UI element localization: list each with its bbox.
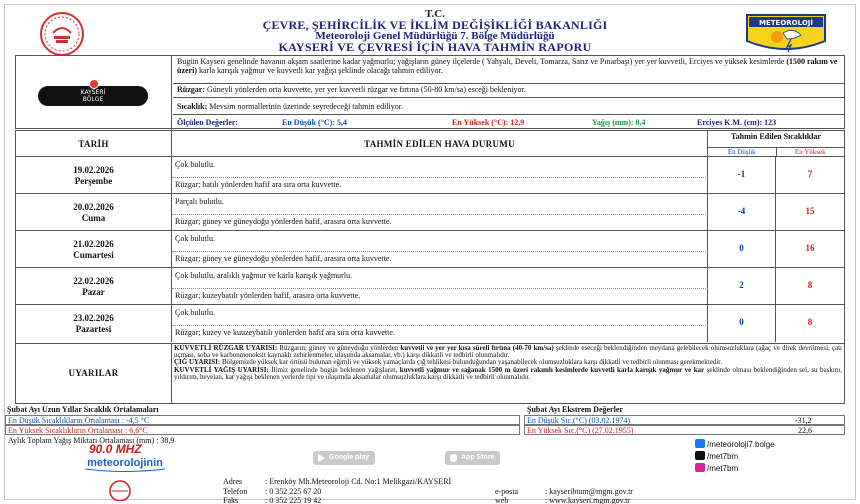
climate-right-min-value: -31,2 [795,416,812,425]
fax-row [205,496,825,504]
forecast-date [16,157,172,194]
forecast-max-temp: 7 [807,169,813,179]
forecast-description [172,157,708,194]
report-title: KAYSERİ VE ÇEVRESİ İÇİN HAVA TAHMİN RAPORU [278,40,592,54]
forecast-min-temp: -4 [708,194,776,231]
column-header-date [16,131,172,157]
app-store-button[interactable] [445,451,500,465]
google-play-icon [318,454,325,462]
summary-temp-text: Mevsim normallerinin üzerinde seyredeceği tahmin ediliyor. [207,102,403,111]
forecast-wind: Rüzgar; güney ve güneydoğu yönlerden hafif, arasıra orta kuvvette. [172,251,708,268]
climate-right-max-value: 22,6 [798,426,812,435]
forecast-date [16,231,172,268]
meteoroloji-logo [743,11,829,55]
warnings-block [15,344,845,404]
wind-warning-rest: şeklinde eseceği beklendiğinden meydana gelebilecek olumsuzluklara (ağaç ve direk devrilmesi, çatı uçması, soba ve karbonmonoksit kaynaklı zehirlenmeler, ulaşımda aksamalar, vb.) karşı dikkatli ve tedbirli olunmalıdır. [174,344,842,360]
summary-wind [173,84,845,98]
measured-min: En Düşük (°C): 5,4 [282,118,347,127]
web-value[interactable]: : www.kayseri.mgm.gov.tr [545,496,630,504]
rain-warning-rest: şeklinde olması beklendiğinden sel, su baskını, yıldırım, heyelan, kar yağışı beklenen yerlerde tipi ve ulaşımda aksamalar olumsuzluklara karşı dikkatli ve tedbirli olunmalıdır. [174,365,842,381]
measured-label: Ölçülen Değerler: [177,118,239,127]
email-label: e-posta [495,486,519,496]
forecast-weather: Çok bulutlu. [175,160,216,169]
address-label: Adres [223,477,243,486]
column-header-description-label: TAHMİN EDİLEN HAVA DURUMU [364,139,515,149]
forecast-day-name: Cumartesi [73,250,114,260]
forecast-description [172,268,708,305]
forecast-row [16,231,844,268]
region-badge [38,86,148,106]
ministry-logo [39,11,85,57]
x-link[interactable] [695,451,845,462]
summary-temp-label: Sıcaklık: [177,102,208,111]
forecast-weather: Çok bulutlu, aralıklı yağmur ve karla karışık yağmurlu. [175,271,353,280]
forecast-day-name: Cuma [81,213,106,223]
apple-icon [450,454,457,462]
brand-text: meteorolojinin [87,457,163,469]
summary-temperature [173,98,845,115]
temp-subheaders [708,147,844,156]
warnings-label: UYARILAR [16,344,172,404]
summary-general [173,56,845,84]
app-store-label: App Store [461,454,495,461]
email-value[interactable]: : kayseribtum@mgm.gov.tr [545,486,633,496]
rain-warning [174,367,842,381]
measured-values [173,115,845,129]
wind-warning-title: KUVVETLİ RÜZGAR UYARISI: [174,344,278,352]
forecast-description [172,194,708,231]
facebook-handle: /meteoroloji7.bolge [707,440,775,449]
forecast-date-value: 21.02.2026 [73,239,114,249]
forecast-max-temp: 15 [805,206,815,216]
instagram-icon [695,463,705,472]
forecast-row [16,268,844,305]
forecast-weather: Çok bulutlu. [175,234,216,243]
measured-max: En Yüksek (°C): 12,9 [452,118,525,127]
x-handle: /met7bm [707,452,739,461]
facebook-icon [695,439,705,448]
google-play-button[interactable] [313,451,375,465]
measured-rain: Yağış (mm): 0,4 [592,118,646,127]
forecast-date-value: 19.02.2026 [73,165,114,175]
forecast-min-temp: -1 [708,157,776,194]
address-value: : Erenköy Mh.Meteoroloji Cd. No:1 Melikgazi/KAYSERİ [265,477,452,486]
region-badge-top: KAYSERİ [80,89,106,96]
forecast-day-name: Pazar [82,287,105,297]
column-header-max: En Yüksek [777,147,845,156]
summary-wind-text: Güneyli yönlerden orta kuvvette, yer yer kuvvetli rüzgar ve fırtına (50-80 km/sa) esceği bekleniyor. [205,85,526,94]
forecast-row [16,157,844,194]
summary-wind-label: Rüzgar: [177,85,205,94]
column-header-temperatures [708,131,844,157]
forecast-day-name: Pazartesi [75,324,112,334]
region-badge-cell [16,56,172,130]
forecast-weather: Parçalı bulutlu. [175,197,224,206]
wind-warning-text: Rüzgarın; güney ve güneydoğu yönlerden [277,344,401,352]
header-tc: T.C. [425,8,445,20]
phone-row [205,487,825,497]
forecast-date [16,194,172,231]
forecast-date-value: 20.02.2026 [73,202,114,212]
column-header-date-label: TARİH [78,139,109,149]
wind-warning-bold: kuvvetli ve yer yer kısa süreli fırtına (40-70 km/sa) [400,344,554,352]
report-page [4,4,856,504]
phone-label: Telefon [223,486,248,496]
region-badge-bottom: BÖLGE [82,96,104,103]
measured-snow: Erciyes K.M. (cm): 123 [697,118,777,127]
climate-right-min: En Düşük Sıc.(°C) (03.02.1974) [527,416,631,425]
forecast-min-temp: 0 [708,305,776,342]
fax-value: : 0 352 225 19 42 [265,496,322,504]
column-header-description [172,131,708,157]
phone-value: : 0 352 225 67 20 [265,486,322,496]
forecast-date-value: 23.02.2026 [73,313,114,323]
avalanche-warning-title: ÇIĞ UYARISI: [174,358,221,367]
header-directorate: Meteoroloji Genel Müdürlüğü 7. Bölge Müdürlüğü [315,30,555,42]
instagram-link[interactable] [695,463,845,474]
web-label: web [495,496,509,504]
warnings-text [174,345,842,381]
google-play-label: Google play [329,454,370,461]
summary-general-bold: (1500 rakım ve üzeri) [177,57,838,75]
forecast-min-temp: 2 [708,268,776,305]
facebook-link[interactable] [695,439,845,450]
address-row [205,477,825,487]
forecast-max-temp: 8 [807,280,813,290]
forecast-row [16,194,844,231]
summary-block [15,55,845,129]
climate-left-min: En Düşük Sıcaklıkların Ortalaması : -4,5 °C [8,416,150,425]
rain-warning-title: KUVVETLİ YAĞIŞ UYARISI: [174,365,269,374]
column-header-temp-title: Tahmin Edilen Sıcaklıklar [731,132,821,141]
rain-warning-bold: kuvvetli yağmur ve sağanak 1500 m üzeri rakımlı kesimlerde kuvvetli karla karışık yağmur ve kar [399,365,705,374]
climate-left-header: Şubat Ayı Uzun Yıllar Sıcaklık Ortalamaları [7,405,159,414]
radio-frequency: 90.0 MHZ [89,442,142,456]
meteorolojinin-brand-logo [65,454,185,474]
forecast-wind: Rüzgar; kuzeybatılı yönlerden hafif, arasıra orta kuvvette. [172,288,708,305]
forecast-date-value: 22.02.2026 [73,276,114,286]
meteoroloji-logo-text: METEOROLOJİ [759,19,813,27]
forecast-table [15,130,845,344]
instagram-handle: /met7bm [707,464,739,473]
report-header [5,5,855,57]
forecast-weather: Çok bulutlu. [175,308,216,317]
summary-general-text-end: karla karışık yağmur ve kuvvetli kar yağışı şeklinde olacağı tahmin ediliyor. [197,66,443,75]
climate-right-header: Şubat Ayı Ekstrem Değerler [527,405,623,414]
avalanche-warning-text: Bölgemizde yüksek kar örtüsü bulunan eğimli ve yüksek yamaçlarda çığ tehlikesi bulunduğundan yaşanabilecek olumsuzluklara karşı dikkatli ve tedbirli olunması gerekmektedir. [220,358,722,367]
forecast-description [172,231,708,268]
region-badge-icon [89,79,99,89]
forecast-row [16,305,844,342]
quality-seal [75,477,165,501]
forecast-wind: Rüzgar; güney ve güneydoğu yönlerden hafif, arasıra orta kuvvette. [172,214,708,231]
fax-label: Faks [223,496,239,504]
rain-warning-text: İlimiz genelinde bugün beklenen yağışların, [268,365,400,374]
x-icon [695,451,705,460]
forecast-date [16,268,172,305]
summary-text [173,56,845,130]
forecast-description [172,305,708,342]
forecast-min-temp: 0 [708,231,776,268]
climate-left-rain: Aylık Toplam Yağış Miktarı Ortalaması (mm) : 38,9 [8,436,175,445]
summary-general-text: Bugün Kayseri genelinde havanın akşam saatlerine kadar yağmurlu; yağışların güney ilçelerde ( Yahyalı, Develi, Tomarza, Sarız ve Pınarbaşı) yer yer kuvvetli, Erciyes ve yüksek kesimlerde [177,57,787,66]
header-ministry: ÇEVRE, ŞEHİRCİLİK VE İKLİM DEĞİŞİKLİĞİ BAKANLIĞI [262,18,608,32]
forecast-wind: Rüzgar; kuzey ve kuuzeybatılı yönlerden hafif ara sıra orta kuvvette. [172,325,708,342]
climate-left-max: En Yüksek Sıcaklıkların Ortalaması : 6,6°C [8,426,148,435]
forecast-max-temp: 16 [805,243,815,253]
forecast-date [16,305,172,342]
header-titles [155,9,715,53]
forecast-day-name: Perşembe [74,176,113,186]
climate-right-max: En Yüksek Sıc.(°C) (27.02.1955) [527,426,634,435]
wind-warning [174,345,842,359]
contact-info [205,477,825,504]
column-header-min: En Düşük [708,147,777,156]
forecast-max-temp: 8 [807,317,813,327]
forecast-wind: Rüzgar; batılı yönlerden hafif ara sıra orta kuvvette. [172,177,708,194]
